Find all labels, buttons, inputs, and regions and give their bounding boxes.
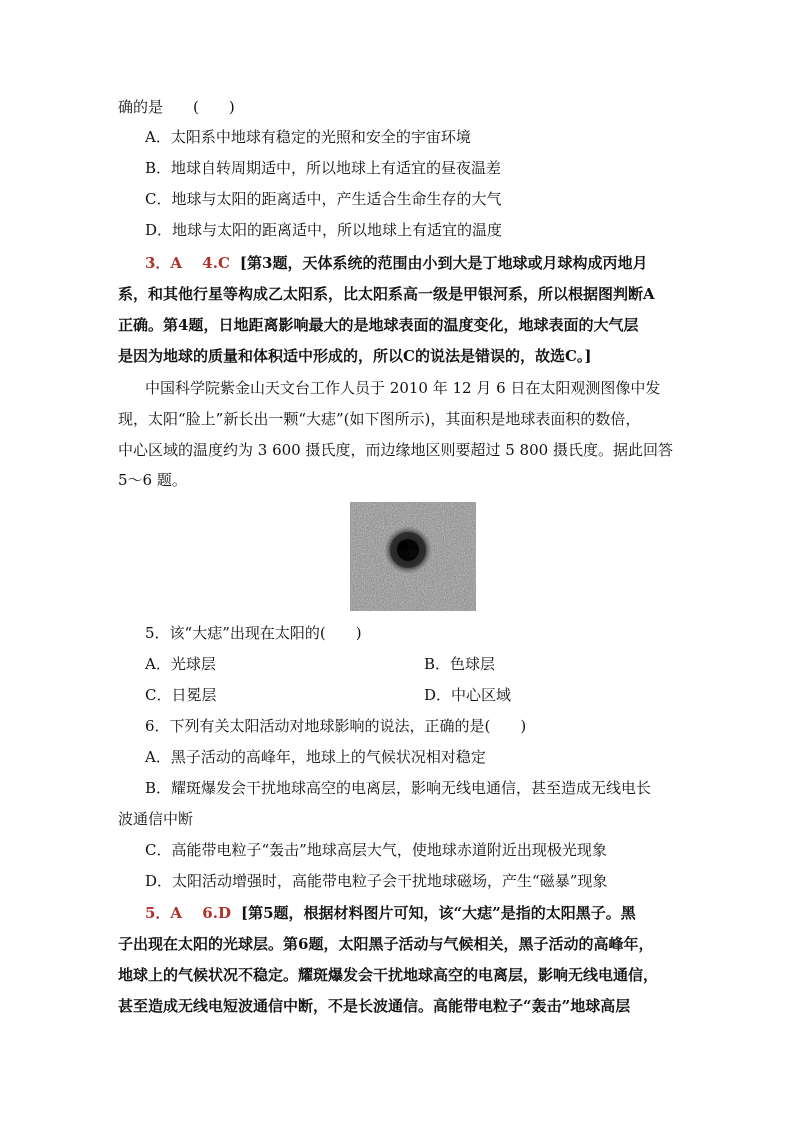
sunspot-umbra <box>397 539 419 561</box>
material-line: 中心区域的温度约为 3 600 摄氏度，而边缘地区则要超过 5 800 摄氏度。据此回答 <box>118 441 673 459</box>
answer-56-line: 地球上的气候状况不稳定。耀斑爆发会干扰地球高空的电离层，影响无线电通信， <box>118 966 659 984</box>
answer-34-line: 正确。第4题，日地距离影响最大的是地球表面的温度变化，地球表面的大气层 <box>118 316 639 334</box>
material-line: 5～6 题。 <box>118 471 187 489</box>
sunspot-image <box>350 502 476 611</box>
q5-stem: 5．该“大痣”出现在太阳的( ) <box>145 624 362 642</box>
answer-34-line: 系，和其他行星等构成乙太阳系，比太阳系高一级是甲银河系，所以根据图判断A <box>118 285 655 303</box>
option-b: B．地球自转周期适中，所以地球上有适宜的昼夜温差 <box>145 159 502 177</box>
option-d: D．地球与太阳的距离适中，所以地球上有适宜的温度 <box>145 221 503 239</box>
answer-34-label: 3．A 4.C <box>145 254 230 272</box>
q6-option-b-continued: 波通信中断 <box>118 810 194 828</box>
answer-56-label: 5．A 6.D <box>145 904 231 922</box>
answer-34-first-line <box>145 253 647 273</box>
answer-34-line: 是因为地球的质量和体积适中形成的，所以C的说法是错误的，故选C。] <box>118 347 592 365</box>
answer-56-first-line <box>145 903 636 923</box>
q6-option-b: B．耀斑爆发会干扰地球高空的电离层，影响无线电通信，甚至造成无线电长 <box>145 779 652 797</box>
answer-56-line: 子出现在太阳的光球层。第6题，太阳黑子活动与气候相关，黑子活动的高峰年， <box>118 935 654 953</box>
q6-stem: 6．下列有关太阳活动对地球影响的说法，正确的是( ) <box>145 717 527 735</box>
material-line: 现，太阳“脸上”新长出一颗“大痣”(如下图所示)，其面积是地球表面积的数倍， <box>118 410 641 428</box>
question-tail: 确的是 ( ) <box>118 98 235 116</box>
q5-option-c: C．日冕层 <box>145 686 217 704</box>
q6-option-d: D．太阳活动增强时，高能带电粒子会干扰地球磁场，产生“磁暴”现象 <box>145 872 608 890</box>
option-a: A．太阳系中地球有稳定的光照和安全的宇宙环境 <box>145 128 471 146</box>
answer-56-text: [第5题，根据材料图片可知，该“大痣”是指的太阳黑子。黑 <box>240 904 636 922</box>
sunspot-graphic <box>350 502 476 611</box>
answer-56-line: 甚至造成无线电短波通信中断，不是长波通信。高能带电粒子“轰击”地球高层 <box>118 997 631 1015</box>
q5-option-d: D．中心区域 <box>424 686 512 704</box>
answer-34-text: [第3题，天体系统的范围由小到大是丁地球或月球构成丙地月 <box>239 254 648 272</box>
q5-option-b: B．色球层 <box>424 655 496 673</box>
option-c: C．地球与太阳的距离适中，产生适合生命生存的大气 <box>145 190 502 208</box>
q5-option-a: A．光球层 <box>145 655 216 673</box>
q6-option-c: C．高能带电粒子“轰击”地球高层大气，使地球赤道附近出现极光现象 <box>145 841 607 859</box>
q6-option-a: A．黑子活动的高峰年，地球上的气候状况相对稳定 <box>145 748 486 766</box>
material-line: 中国科学院紫金山天文台工作人员于 2010 年 12 月 6 日在太阳观测图像中发 <box>145 379 661 397</box>
